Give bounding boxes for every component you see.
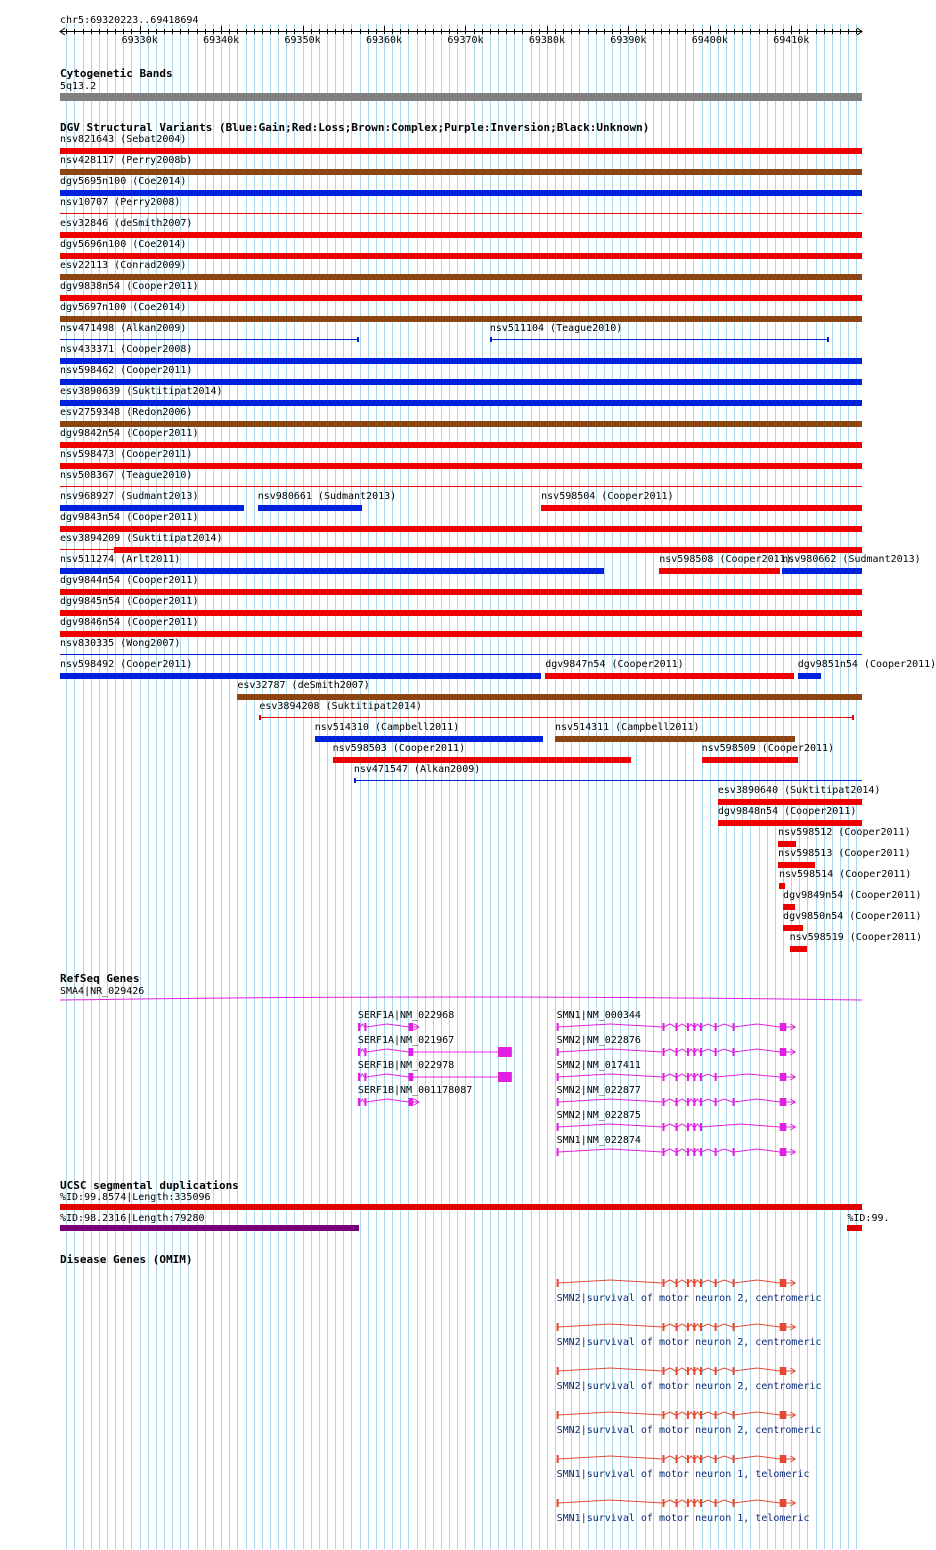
variant-start-cap bbox=[354, 778, 356, 783]
gene-utr[interactable] bbox=[498, 1072, 512, 1082]
variant-bar[interactable] bbox=[354, 780, 862, 781]
variant-bar[interactable] bbox=[60, 631, 862, 637]
omim-exon[interactable] bbox=[733, 1499, 735, 1507]
variant-label: dgv9850n54 (Cooper2011) bbox=[783, 911, 922, 922]
omim-exon[interactable] bbox=[663, 1455, 665, 1463]
gene-exon[interactable] bbox=[780, 1148, 787, 1156]
variant-label: nsv980661 (Sudmant2013) bbox=[257, 491, 397, 502]
variant-bar[interactable] bbox=[60, 568, 604, 574]
variant-label: nsv598512 (Cooper2011) bbox=[778, 827, 911, 838]
gene-exon[interactable] bbox=[663, 1123, 665, 1131]
variant-label: nsv598513 (Cooper2011) bbox=[778, 848, 911, 859]
omim-exon[interactable] bbox=[715, 1279, 717, 1287]
variant-label: nsv511104 (Teague2010) bbox=[489, 323, 623, 334]
variant-label: dgv9849n54 (Cooper2011) bbox=[783, 890, 922, 901]
gene-label: SMN2|NM_017411 bbox=[556, 1060, 641, 1071]
omim-exon[interactable] bbox=[663, 1279, 665, 1287]
segdup-bar[interactable] bbox=[60, 1204, 862, 1210]
gene-exon[interactable] bbox=[364, 1098, 366, 1106]
cytoband-title: Cytogenetic Bands bbox=[60, 67, 173, 80]
dgv-title: DGV Structural Variants (Blue:Gain;Red:Loss;Brown:Complex;Purple:Inversion;Black:Unknown) bbox=[60, 121, 650, 134]
cytoband-bar[interactable] bbox=[60, 93, 862, 101]
omim-exon[interactable] bbox=[557, 1279, 559, 1287]
variant-label: dgv5695n100 (Coe2014) bbox=[60, 176, 187, 187]
variant-bar[interactable] bbox=[778, 862, 815, 868]
omim-exon[interactable] bbox=[676, 1279, 678, 1287]
omim-gene-label[interactable]: SMN2|survival of motor neuron 2, centromeric bbox=[556, 1425, 822, 1436]
gene-label: SERF1B|NM_022978 bbox=[357, 1060, 455, 1071]
omim-exon[interactable] bbox=[700, 1279, 702, 1287]
variant-bar[interactable] bbox=[60, 421, 862, 427]
gene-exon[interactable] bbox=[557, 1098, 559, 1106]
variant-bar[interactable] bbox=[783, 904, 795, 910]
omim-exon[interactable] bbox=[663, 1499, 665, 1507]
variant-label: esv3890640 (Suktitipat2014) bbox=[717, 785, 881, 796]
gene-exon[interactable] bbox=[663, 1048, 665, 1056]
gene-exon[interactable] bbox=[364, 1048, 366, 1056]
variant-label: dgv9848n54 (Cooper2011) bbox=[717, 806, 857, 817]
variant-end-cap bbox=[827, 337, 829, 342]
omim-exon[interactable] bbox=[693, 1411, 695, 1419]
gene-exon[interactable] bbox=[676, 1148, 678, 1156]
gene-label: SMN2|NM_022876 bbox=[556, 1035, 641, 1046]
variant-bar[interactable] bbox=[60, 442, 862, 448]
omim-exon[interactable] bbox=[733, 1367, 735, 1375]
variant-label: esv3890639 (Suktitipat2014) bbox=[60, 386, 223, 397]
variant-bar[interactable] bbox=[778, 841, 796, 847]
omim-exon[interactable] bbox=[780, 1455, 787, 1463]
gene-exon[interactable] bbox=[358, 1048, 360, 1056]
variant-bar[interactable] bbox=[490, 339, 828, 340]
omim-exon[interactable] bbox=[715, 1323, 717, 1331]
tick-label: 69360k bbox=[365, 35, 403, 46]
variant-bar[interactable] bbox=[718, 799, 862, 805]
variant-start-cap bbox=[490, 337, 492, 342]
omim-exon[interactable] bbox=[687, 1367, 689, 1375]
gene-exon[interactable] bbox=[408, 1073, 413, 1081]
variant-bar[interactable] bbox=[782, 568, 862, 574]
variant-label: esv2759348 (Redon2006) bbox=[60, 407, 193, 418]
variant-end-cap bbox=[852, 715, 854, 720]
omim-exon[interactable] bbox=[693, 1323, 695, 1331]
variant-label: esv3894208 (Suktitipat2014) bbox=[259, 701, 422, 712]
variant-bar[interactable] bbox=[60, 169, 862, 175]
gene-exon[interactable] bbox=[358, 1023, 360, 1031]
gene-exon[interactable] bbox=[663, 1023, 665, 1031]
gene-exon[interactable] bbox=[693, 1123, 695, 1131]
omim-gene-label[interactable]: SMN1|survival of motor neuron 1, telomeric bbox=[556, 1469, 810, 1480]
gene-exon[interactable] bbox=[780, 1023, 787, 1031]
omim-gene-label[interactable]: SMN1|survival of motor neuron 1, telomeric bbox=[556, 1513, 810, 1524]
variant-start-cap bbox=[259, 715, 261, 720]
tick-label: 69410k bbox=[773, 35, 810, 46]
variant-bar[interactable] bbox=[60, 505, 244, 511]
gene-exon[interactable] bbox=[364, 1023, 366, 1031]
gene-exon[interactable] bbox=[663, 1098, 665, 1106]
omim-gene-label[interactable]: SMN2|survival of motor neuron 2, centromeric bbox=[556, 1337, 822, 1348]
variant-end-cap bbox=[357, 337, 359, 342]
omim-exon[interactable] bbox=[693, 1279, 695, 1287]
variant-label: dgv5697n100 (Coe2014) bbox=[60, 302, 187, 313]
omim-title: Disease Genes (OMIM) bbox=[60, 1253, 193, 1266]
gene-exon[interactable] bbox=[663, 1073, 665, 1081]
variant-label: nsv514311 (Campbell2011) bbox=[555, 722, 700, 733]
omim-exon[interactable] bbox=[687, 1499, 689, 1507]
omim-exon[interactable] bbox=[557, 1323, 559, 1331]
omim-exon[interactable] bbox=[700, 1323, 702, 1331]
variant-bar[interactable] bbox=[60, 400, 862, 406]
omim-exon[interactable] bbox=[676, 1455, 678, 1463]
omim-gene-label[interactable]: SMN2|survival of motor neuron 2, centromeric bbox=[556, 1293, 822, 1304]
variant-label: dgv9843n54 (Cooper2011) bbox=[60, 512, 199, 523]
gene-label: SERF1A|NM_022968 bbox=[357, 1010, 455, 1021]
gene-exon[interactable] bbox=[693, 1023, 695, 1031]
gene-exon[interactable] bbox=[408, 1023, 413, 1031]
variant-label: esv3894209 (Suktitipat2014) bbox=[60, 533, 223, 544]
gene-exon[interactable] bbox=[700, 1148, 702, 1156]
segdup-label: %ID:99. bbox=[847, 1213, 890, 1224]
variant-bar[interactable] bbox=[60, 232, 862, 238]
gene-label: SERF1B|NM_001178087 bbox=[357, 1085, 473, 1096]
segdup-label: %ID:99.8574|Length:335096 bbox=[60, 1192, 211, 1203]
gene-exon[interactable] bbox=[557, 1123, 559, 1131]
gene-exon[interactable] bbox=[663, 1148, 665, 1156]
gene-exon[interactable] bbox=[715, 1098, 717, 1106]
gene-exon[interactable] bbox=[733, 1023, 735, 1031]
sma4-line[interactable] bbox=[60, 997, 862, 1000]
position-label: chr5:69320223..69418694 bbox=[60, 15, 199, 26]
refseq-title: RefSeq Genes bbox=[60, 972, 140, 985]
variant-bar[interactable] bbox=[798, 673, 822, 679]
variant-label: nsv471547 (Alkan2009) bbox=[353, 764, 481, 775]
omim-exon[interactable] bbox=[687, 1323, 689, 1331]
omim-exon[interactable] bbox=[733, 1411, 735, 1419]
omim-exon[interactable] bbox=[780, 1367, 787, 1375]
variant-bar[interactable] bbox=[258, 505, 362, 511]
variant-bar[interactable] bbox=[60, 190, 862, 196]
omim-exon[interactable] bbox=[733, 1279, 735, 1287]
variant-bar[interactable] bbox=[545, 673, 793, 679]
variant-bar[interactable] bbox=[60, 673, 541, 679]
variant-label: nsv471498 (Alkan2009) bbox=[60, 323, 187, 334]
gene-exon[interactable] bbox=[676, 1098, 678, 1106]
gene-label: SMN1|NM_022874 bbox=[556, 1135, 641, 1146]
variant-bar[interactable] bbox=[779, 883, 786, 889]
gene-exon[interactable] bbox=[557, 1048, 559, 1056]
variant-bar[interactable] bbox=[259, 717, 853, 718]
variant-bar[interactable] bbox=[237, 694, 862, 700]
gene-exon[interactable] bbox=[733, 1148, 735, 1156]
ruler[interactable] bbox=[0, 0, 890, 60]
variant-bar[interactable] bbox=[60, 589, 862, 595]
segdup-title: UCSC segmental duplications bbox=[60, 1179, 239, 1192]
variant-label: dgv9845n54 (Cooper2011) bbox=[60, 596, 199, 607]
omim-exon[interactable] bbox=[700, 1499, 702, 1507]
gene-exon[interactable] bbox=[676, 1123, 678, 1131]
variant-label: nsv598462 (Cooper2011) bbox=[60, 365, 193, 376]
gene-label: SMN2|NM_022875 bbox=[556, 1110, 641, 1121]
omim-exon[interactable] bbox=[715, 1411, 717, 1419]
tick-label: 69390k bbox=[610, 35, 647, 46]
variant-bar[interactable] bbox=[60, 316, 862, 322]
omim-exon[interactable] bbox=[780, 1499, 787, 1507]
variant-bar[interactable] bbox=[60, 274, 862, 280]
gene-exon[interactable] bbox=[676, 1023, 678, 1031]
gene-label: SMN1|NM_000344 bbox=[556, 1010, 641, 1021]
omim-track bbox=[0, 1270, 890, 1550]
omim-exon[interactable] bbox=[557, 1367, 559, 1375]
variant-label: nsv598504 (Cooper2011) bbox=[541, 491, 674, 502]
variant-label: nsv598519 (Cooper2011) bbox=[789, 932, 923, 943]
omim-exon[interactable] bbox=[687, 1411, 689, 1419]
variant-bar[interactable] bbox=[60, 253, 862, 259]
omim-exon[interactable] bbox=[676, 1411, 678, 1419]
variant-bar[interactable] bbox=[718, 820, 862, 826]
omim-exon[interactable] bbox=[700, 1411, 702, 1419]
omim-exon[interactable] bbox=[780, 1279, 787, 1287]
gene-exon[interactable] bbox=[700, 1023, 702, 1031]
variant-label: dgv9844n54 (Cooper2011) bbox=[60, 575, 199, 586]
variant-label: nsv433371 (Cooper2008) bbox=[60, 344, 193, 355]
tick-label: 69370k bbox=[447, 35, 484, 46]
segdup-label: %ID:98.2316|Length:79280 bbox=[60, 1213, 205, 1224]
variant-bar[interactable] bbox=[783, 925, 803, 931]
gene-exon[interactable] bbox=[687, 1148, 689, 1156]
gene-exon[interactable] bbox=[715, 1048, 717, 1056]
omim-exon[interactable] bbox=[693, 1455, 695, 1463]
omim-exon[interactable] bbox=[693, 1499, 695, 1507]
gene-exon[interactable] bbox=[780, 1048, 787, 1056]
omim-exon[interactable] bbox=[557, 1411, 559, 1419]
gene-exon[interactable] bbox=[780, 1123, 787, 1131]
variant-label: nsv980662 (Sudmant2013) bbox=[782, 554, 921, 565]
gene-exon[interactable] bbox=[687, 1123, 689, 1131]
omim-exon[interactable] bbox=[687, 1455, 689, 1463]
omim-exon[interactable] bbox=[715, 1455, 717, 1463]
omim-exon[interactable] bbox=[700, 1455, 702, 1463]
variant-bar[interactable] bbox=[60, 526, 862, 532]
gene-exon[interactable] bbox=[676, 1073, 678, 1081]
gene-exon[interactable] bbox=[557, 1023, 559, 1031]
omim-gene-label[interactable]: SMN2|survival of motor neuron 2, centromeric bbox=[556, 1381, 822, 1392]
tick-label: 69330k bbox=[121, 35, 158, 46]
tick-label: 69340k bbox=[203, 35, 240, 46]
variant-bar[interactable] bbox=[60, 213, 862, 214]
variant-bar[interactable] bbox=[333, 757, 631, 763]
variant-label: nsv598508 (Cooper2011) bbox=[659, 554, 792, 565]
gene-exon[interactable] bbox=[715, 1148, 717, 1156]
gene-exon[interactable] bbox=[715, 1023, 717, 1031]
variant-label: dgv9842n54 (Cooper2011) bbox=[60, 428, 199, 439]
omim-exon[interactable] bbox=[676, 1499, 678, 1507]
gene-exon[interactable] bbox=[780, 1073, 787, 1081]
variant-label: nsv598473 (Cooper2011) bbox=[60, 449, 193, 460]
segdup-bar[interactable] bbox=[60, 1225, 359, 1231]
tick-label: 69350k bbox=[284, 35, 321, 46]
gene-exon[interactable] bbox=[693, 1048, 695, 1056]
variant-label: nsv598492 (Cooper2011) bbox=[60, 659, 193, 670]
omim-exon[interactable] bbox=[780, 1411, 787, 1419]
segdup-bar[interactable] bbox=[847, 1225, 862, 1231]
omim-exon[interactable] bbox=[663, 1367, 665, 1375]
gene-label: SMN2|NM_022877 bbox=[556, 1085, 641, 1096]
omim-exon[interactable] bbox=[733, 1323, 735, 1331]
gene-exon[interactable] bbox=[687, 1098, 689, 1106]
variant-label: esv32787 (deSmith2007) bbox=[237, 680, 370, 691]
gene-exon[interactable] bbox=[358, 1098, 360, 1106]
variant-label: nsv598514 (Cooper2011) bbox=[778, 869, 912, 880]
gene-exon[interactable] bbox=[693, 1148, 695, 1156]
variant-label: esv22113 (Conrad2009) bbox=[60, 260, 187, 271]
variant-label: nsv508367 (Teague2010) bbox=[60, 470, 193, 481]
gene-exon[interactable] bbox=[408, 1048, 413, 1056]
variant-label: nsv598509 (Cooper2011) bbox=[701, 743, 835, 754]
gene-exon[interactable] bbox=[693, 1098, 695, 1106]
variant-label: nsv514310 (Campbell2011) bbox=[314, 722, 460, 733]
variant-label: nsv968927 (Sudmant2013) bbox=[60, 491, 199, 502]
omim-exon[interactable] bbox=[715, 1367, 717, 1375]
gene-exon[interactable] bbox=[358, 1073, 360, 1081]
variant-bar[interactable] bbox=[541, 505, 862, 511]
variant-bar[interactable] bbox=[60, 486, 862, 487]
variant-bar[interactable] bbox=[60, 148, 862, 154]
variant-bar[interactable] bbox=[60, 295, 862, 301]
gene-exon[interactable] bbox=[408, 1098, 413, 1106]
variant-bar[interactable] bbox=[790, 946, 807, 952]
gene-exon[interactable] bbox=[780, 1098, 787, 1106]
omim-exon[interactable] bbox=[687, 1279, 689, 1287]
omim-exon[interactable] bbox=[715, 1499, 717, 1507]
sma4-label: SMA4|NR_029426 bbox=[60, 986, 145, 997]
omim-exon[interactable] bbox=[693, 1367, 695, 1375]
variant-bar[interactable] bbox=[60, 339, 358, 340]
omim-exon[interactable] bbox=[700, 1367, 702, 1375]
gene-exon[interactable] bbox=[557, 1148, 559, 1156]
variant-label: dgv5696n100 (Coe2014) bbox=[60, 239, 187, 250]
omim-exon[interactable] bbox=[557, 1455, 559, 1463]
gene-label: SERF1A|NM_021967 bbox=[357, 1035, 455, 1046]
variant-label: nsv511274 (Arlt2011) bbox=[60, 554, 181, 565]
gene-intron bbox=[358, 1049, 512, 1052]
gene-exon[interactable] bbox=[687, 1048, 689, 1056]
omim-exon[interactable] bbox=[663, 1411, 665, 1419]
gene-exon[interactable] bbox=[733, 1098, 735, 1106]
variant-label: nsv598503 (Cooper2011) bbox=[332, 743, 466, 754]
variant-bar[interactable] bbox=[60, 379, 862, 385]
gene-exon[interactable] bbox=[715, 1073, 717, 1081]
gene-exon[interactable] bbox=[693, 1073, 695, 1081]
variant-label: dgv9847n54 (Cooper2011) bbox=[545, 659, 684, 670]
omim-exon[interactable] bbox=[663, 1323, 665, 1331]
gene-utr[interactable] bbox=[498, 1047, 512, 1057]
gene-exon[interactable] bbox=[364, 1073, 366, 1081]
variant-bar[interactable] bbox=[555, 736, 795, 742]
tick-label: 69400k bbox=[691, 35, 728, 46]
variant-bar[interactable] bbox=[60, 549, 114, 550]
omim-exon[interactable] bbox=[733, 1455, 735, 1463]
variant-bar[interactable] bbox=[60, 610, 862, 616]
tick-label: 69380k bbox=[528, 35, 565, 46]
gene-exon[interactable] bbox=[700, 1098, 702, 1106]
gene-exon[interactable] bbox=[700, 1048, 702, 1056]
variant-label: nsv428117 (Perry2008b) bbox=[60, 155, 193, 166]
variant-bar[interactable] bbox=[114, 547, 862, 553]
variant-label: nsv830335 (Wong2007) bbox=[60, 638, 181, 649]
gene-exon[interactable] bbox=[700, 1123, 702, 1131]
gene-intron bbox=[358, 1074, 512, 1077]
variant-label: dgv9846n54 (Cooper2011) bbox=[60, 617, 199, 628]
variant-bar[interactable] bbox=[315, 736, 543, 742]
omim-exon[interactable] bbox=[557, 1499, 559, 1507]
variant-bar[interactable] bbox=[60, 654, 862, 655]
cytoband-label: 5q13.2 bbox=[60, 81, 97, 92]
variant-bar[interactable] bbox=[702, 757, 798, 763]
gene-exon[interactable] bbox=[676, 1048, 678, 1056]
gene-exon[interactable] bbox=[687, 1073, 689, 1081]
omim-exon[interactable] bbox=[676, 1323, 678, 1331]
gene-exon[interactable] bbox=[700, 1073, 702, 1081]
variant-bar[interactable] bbox=[60, 358, 862, 364]
omim-exon[interactable] bbox=[780, 1323, 787, 1331]
gene-exon[interactable] bbox=[687, 1023, 689, 1031]
variant-label: nsv10707 (Perry2008) bbox=[60, 197, 181, 208]
variant-label: dgv9838n54 (Cooper2011) bbox=[60, 281, 199, 292]
variant-label: esv32846 (deSmith2007) bbox=[60, 218, 193, 229]
variant-bar[interactable] bbox=[659, 568, 780, 574]
variant-label: dgv9851n54 (Cooper2011) bbox=[797, 659, 936, 670]
variant-label: nsv821643 (Sebat2004) bbox=[60, 134, 187, 145]
omim-exon[interactable] bbox=[676, 1367, 678, 1375]
gene-exon[interactable] bbox=[557, 1073, 559, 1081]
gene-exon[interactable] bbox=[733, 1048, 735, 1056]
variant-bar[interactable] bbox=[60, 463, 862, 469]
